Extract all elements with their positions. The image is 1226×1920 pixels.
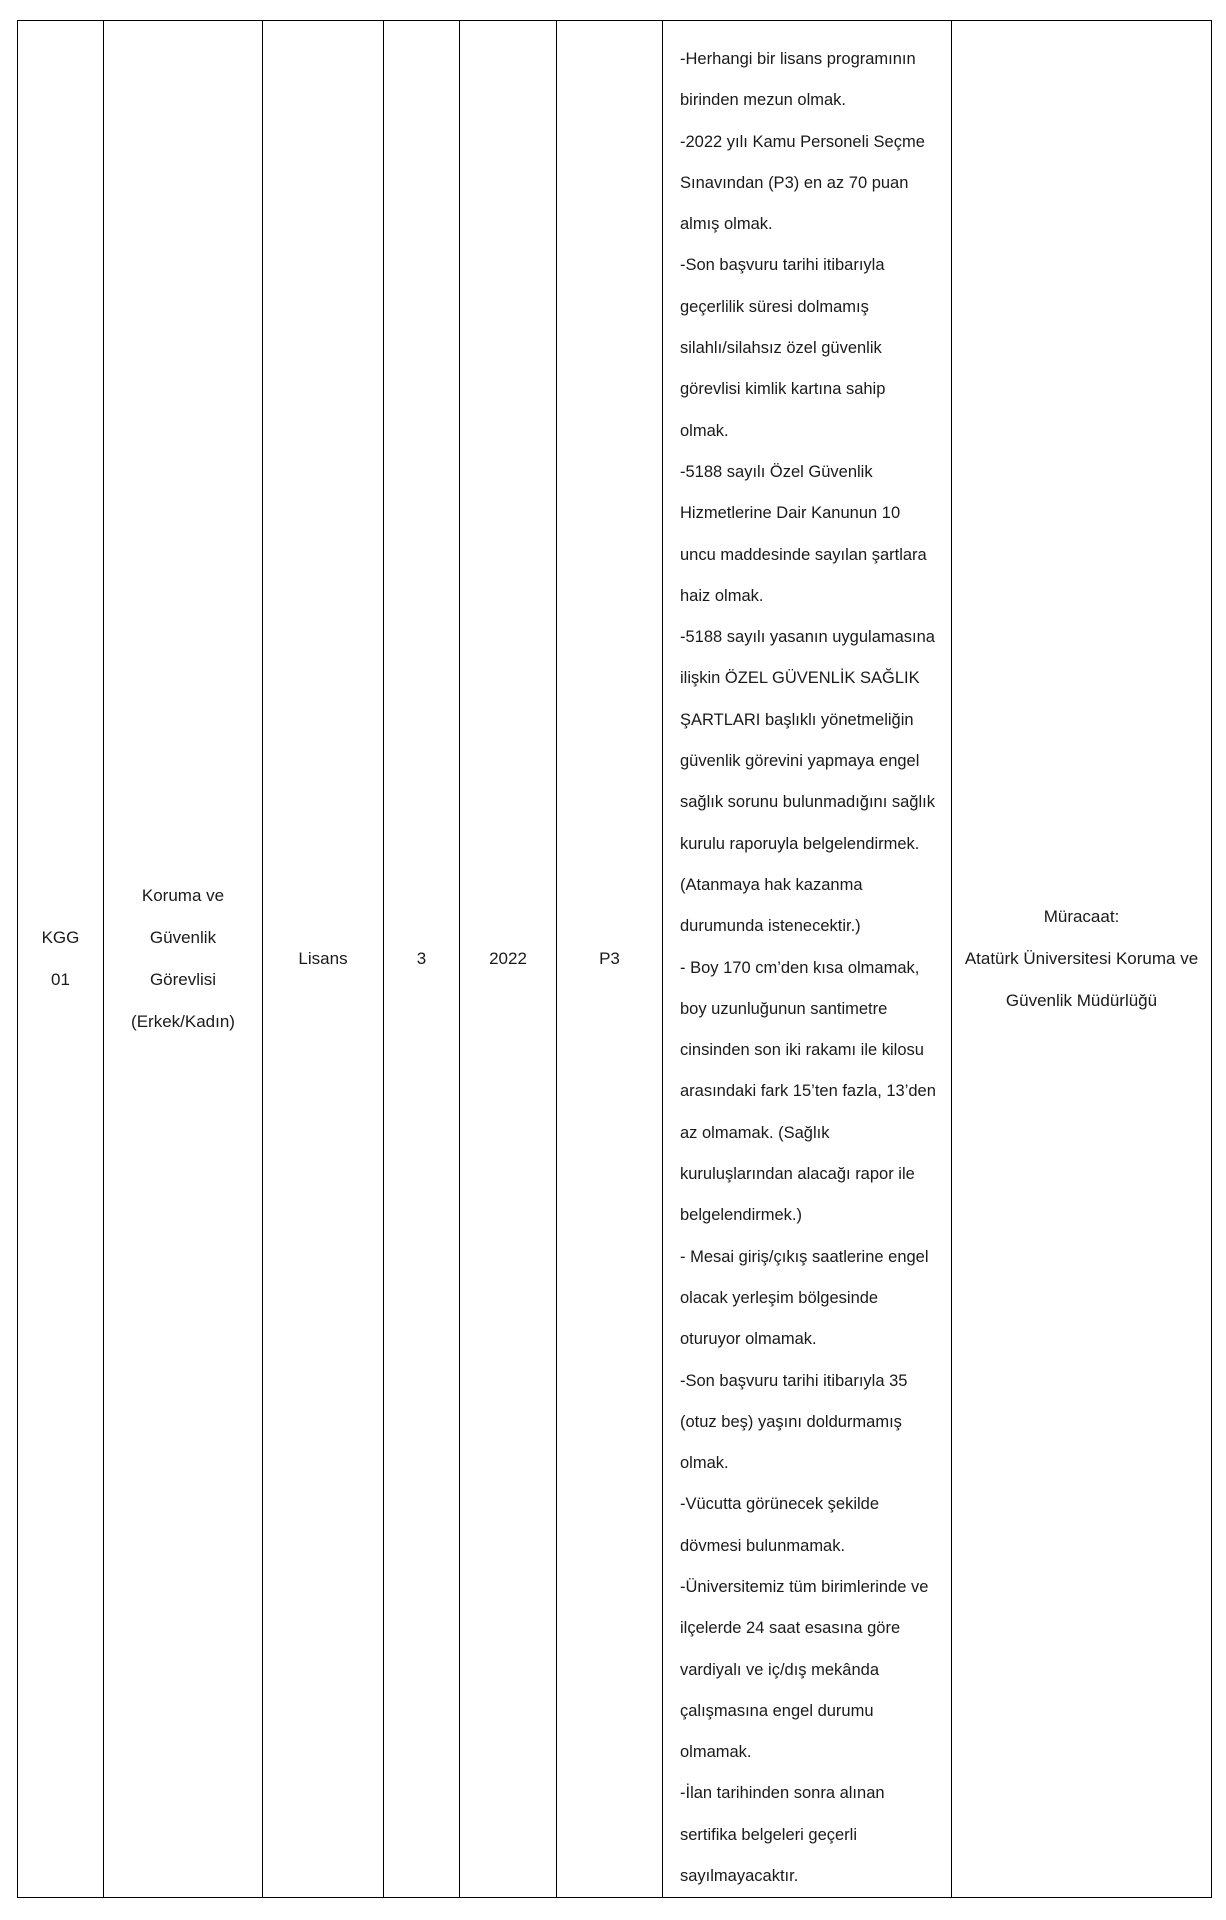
count-cell [384, 21, 460, 1898]
requirement-line: arasındaki fark 15’ten fazla, 13’den [680, 1082, 936, 1101]
requirement-line: uncu maddesinde sayılan şartlara [680, 545, 927, 564]
requirement-line: ilişkin ÖZEL GÜVENLİK SAĞLIK [680, 669, 920, 688]
requirement-item [680, 245, 941, 451]
requirement-line: -Vücutta görünecek şekilde [680, 1495, 880, 1514]
requirement-line: boy uzunluğunun santimetre [680, 999, 888, 1018]
requirement-line: haiz olmak. [680, 586, 764, 605]
requirement-line: Sınavından (P3) en az 70 puan [680, 173, 909, 192]
requirement-item [680, 39, 941, 122]
position-title: Koruma ve Güvenlik Görevlisi (Erkek/Kadın) [131, 886, 235, 1032]
requirement-item [680, 1484, 941, 1567]
requirement-line: -5188 sayılı yasanın uygulamasına [680, 628, 935, 647]
requirement-line: görevlisi kimlik kartına sahip [680, 380, 886, 399]
requirement-line: (otuz beş) yaşını doldurmamış [680, 1412, 902, 1431]
requirement-line: ilçelerde 24 saat esasına göre [680, 1619, 901, 1638]
requirement-line: oturuyor olmamak. [680, 1330, 817, 1349]
requirement-line: ŞARTLARI başlıklı yönetmeliğin [680, 710, 914, 729]
position-code-cell [18, 21, 104, 1898]
requirement-line: olmak. [680, 421, 729, 440]
requirement-line: -İlan tarihinden sonra alınan [680, 1784, 885, 1803]
requirement-line: dövmesi bulunmamak. [680, 1536, 846, 1555]
requirement-line: (Atanmaya hak kazanma [680, 875, 863, 894]
requirement-item [680, 617, 941, 947]
position-code: KGG 01 [41, 928, 80, 990]
requirement-line: sayılmayacaktır. [680, 1867, 799, 1886]
requirement-line: vardiyalı ve iç/dış mekânda [680, 1660, 880, 1679]
education-cell [263, 21, 384, 1898]
requirement-line: belgelendirmek.) [680, 1206, 802, 1225]
application-info: Müracaat: Atatürk Üniversitesi Koruma ve Güvenlik Müdürlüğü [964, 907, 1199, 1011]
requirement-line: -Son başvuru tarihi itibarıyla 35 [680, 1371, 908, 1390]
requirement-item [680, 1361, 941, 1485]
requirement-item [680, 122, 941, 246]
requirement-line: olacak yerleşim bölgesinde [680, 1288, 879, 1307]
requirement-line: Hizmetlerine Dair Kanunun 10 [680, 504, 901, 523]
requirement-line: -Son başvuru tarihi itibarıyla [680, 256, 885, 275]
requirement-line: sertifika belgeleri geçerli [680, 1825, 857, 1844]
requirement-line: çalışmasına engel durumu [680, 1701, 874, 1720]
requirement-item [680, 948, 941, 1237]
requirement-item [680, 1773, 941, 1897]
requirement-line: kurulu raporuyla belgelendirmek. [680, 834, 920, 853]
requirement-item [680, 1567, 941, 1773]
requirements-list [680, 39, 941, 1897]
requirement-line: güvenlik görevini yapmaya engel [680, 752, 920, 771]
position-table [17, 20, 1212, 1898]
requirement-line: - Mesai giriş/çıkış saatlerine engel [680, 1247, 929, 1266]
requirement-line: birinden mezun olmak. [680, 91, 846, 110]
requirement-line: -2022 yılı Kamu Personeli Seçme [680, 132, 925, 151]
exam-year: 2022 [489, 949, 527, 969]
requirement-line: kuruluşlarından alacağı rapor ile [680, 1165, 915, 1184]
score-type: P3 [599, 949, 620, 969]
requirement-line: olmamak. [680, 1743, 752, 1762]
position-count: 3 [416, 949, 427, 969]
requirement-line: -Herhangi bir lisans programının [680, 50, 916, 68]
requirement-line: -5188 sayılı Özel Güvenlik [680, 462, 873, 481]
requirement-line: geçerlilik süresi dolmamış [680, 297, 869, 316]
requirement-item [680, 452, 941, 617]
requirement-line: durumunda istenecektir.) [680, 917, 861, 936]
application-cell [952, 21, 1212, 1898]
requirement-line: -Üniversitemiz tüm birimlerinde ve [680, 1577, 929, 1596]
requirement-item [680, 1237, 941, 1361]
requirement-line: olmak. [680, 1454, 729, 1473]
year-cell [460, 21, 557, 1898]
requirement-line: az olmamak. (Sağlık [680, 1123, 830, 1142]
requirements-cell [663, 21, 952, 1898]
requirement-line: sağlık sorunu bulunmadığını sağlık [680, 793, 935, 812]
requirement-line: silahlı/silahsız özel güvenlik [680, 339, 882, 358]
table-row [18, 21, 1212, 1898]
requirement-line: almış olmak. [680, 215, 773, 234]
score-type-cell [557, 21, 663, 1898]
education-level: Lisans [298, 949, 348, 969]
requirement-line: cinsinden son iki rakamı ile kilosu [680, 1041, 924, 1060]
position-title-cell [104, 21, 263, 1898]
requirement-line: - Boy 170 cm’den kısa olmamak, [680, 958, 920, 977]
